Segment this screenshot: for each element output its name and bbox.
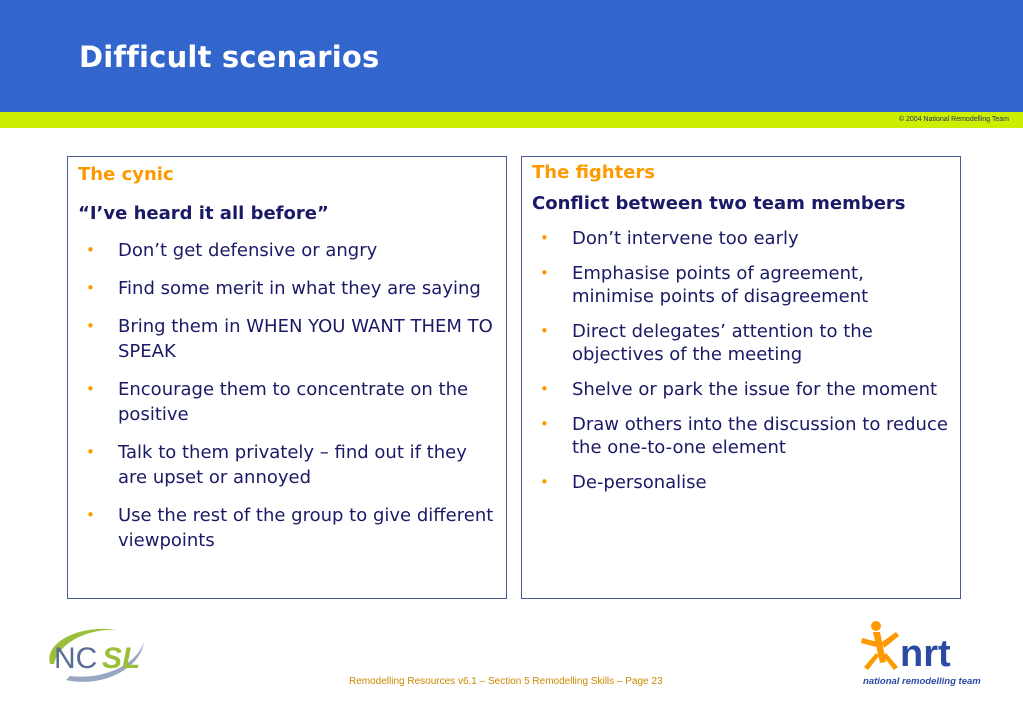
list-item: • Talk to them privately – find out if they are upset or annoyed [86, 442, 467, 488]
bullet-icon: • [540, 473, 549, 491]
nrt-logo-word: nrt [900, 633, 951, 675]
ncsl-logo [40, 620, 152, 686]
bullet-icon: • [540, 415, 549, 433]
cynic-panel [67, 156, 507, 599]
list-item: • De-personalise [540, 472, 707, 493]
nrt-logo [860, 618, 985, 690]
fighters-heading: The fighters [532, 162, 656, 183]
bullet-icon: • [86, 279, 95, 297]
list-item: • Emphasise points of agreement, minimise points of disagreement [540, 263, 869, 307]
list-item: • Encourage them to concentrate on the positive [86, 379, 469, 425]
list-item: • Bring them in WHEN YOU WANT THEM TO SPEAK [86, 316, 493, 362]
list-item: • Direct delegates’ attention to the objectives of the meeting [540, 321, 873, 365]
bullet-icon: • [540, 264, 549, 282]
bullet-icon: • [86, 380, 95, 398]
list-item: • Shelve or park the issue for the moment [540, 379, 938, 400]
list-item: • Find some merit in what they are saying [86, 278, 481, 299]
copyright-notice: © 2004 National Remodelling Team [898, 116, 1009, 123]
bullet-icon: • [86, 443, 95, 461]
cynic-list [78, 238, 496, 553]
list-item: • Use the rest of the group to give different viewpoints [86, 505, 494, 551]
list-item: • Don’t intervene too early [540, 228, 799, 249]
fighters-panel [521, 156, 961, 599]
ncsl-logo-text-sl: SL [102, 642, 141, 675]
bullet-icon: • [540, 229, 549, 247]
bullet-icon: • [86, 506, 95, 524]
accent-band [0, 112, 1023, 128]
nrt-logo-caption: national remodelling team [863, 676, 981, 687]
bullet-icon: • [540, 322, 549, 340]
ncsl-logo-text-nc: NC [54, 642, 98, 675]
fighters-subheading: Conflict between two team members [532, 193, 906, 214]
bullet-icon: • [86, 317, 95, 335]
list-item: • Draw others into the discussion to reduce the one-to-one element [540, 414, 948, 458]
fighters-list [532, 227, 950, 494]
bullet-icon: • [540, 380, 549, 398]
slide-header [0, 0, 1023, 112]
cynic-quote: “I’ve heard it all before” [78, 203, 329, 224]
slide-title: Difficult scenarios [79, 40, 380, 74]
cynic-heading: The cynic [78, 164, 174, 185]
bullet-icon: • [86, 241, 95, 259]
footer-text: Remodelling Resources v6.1 – Section 5 Remodelling Skills – Page 23 [349, 676, 663, 687]
star-figure-icon [861, 621, 899, 670]
list-item: • Don’t get defensive or angry [86, 240, 378, 261]
